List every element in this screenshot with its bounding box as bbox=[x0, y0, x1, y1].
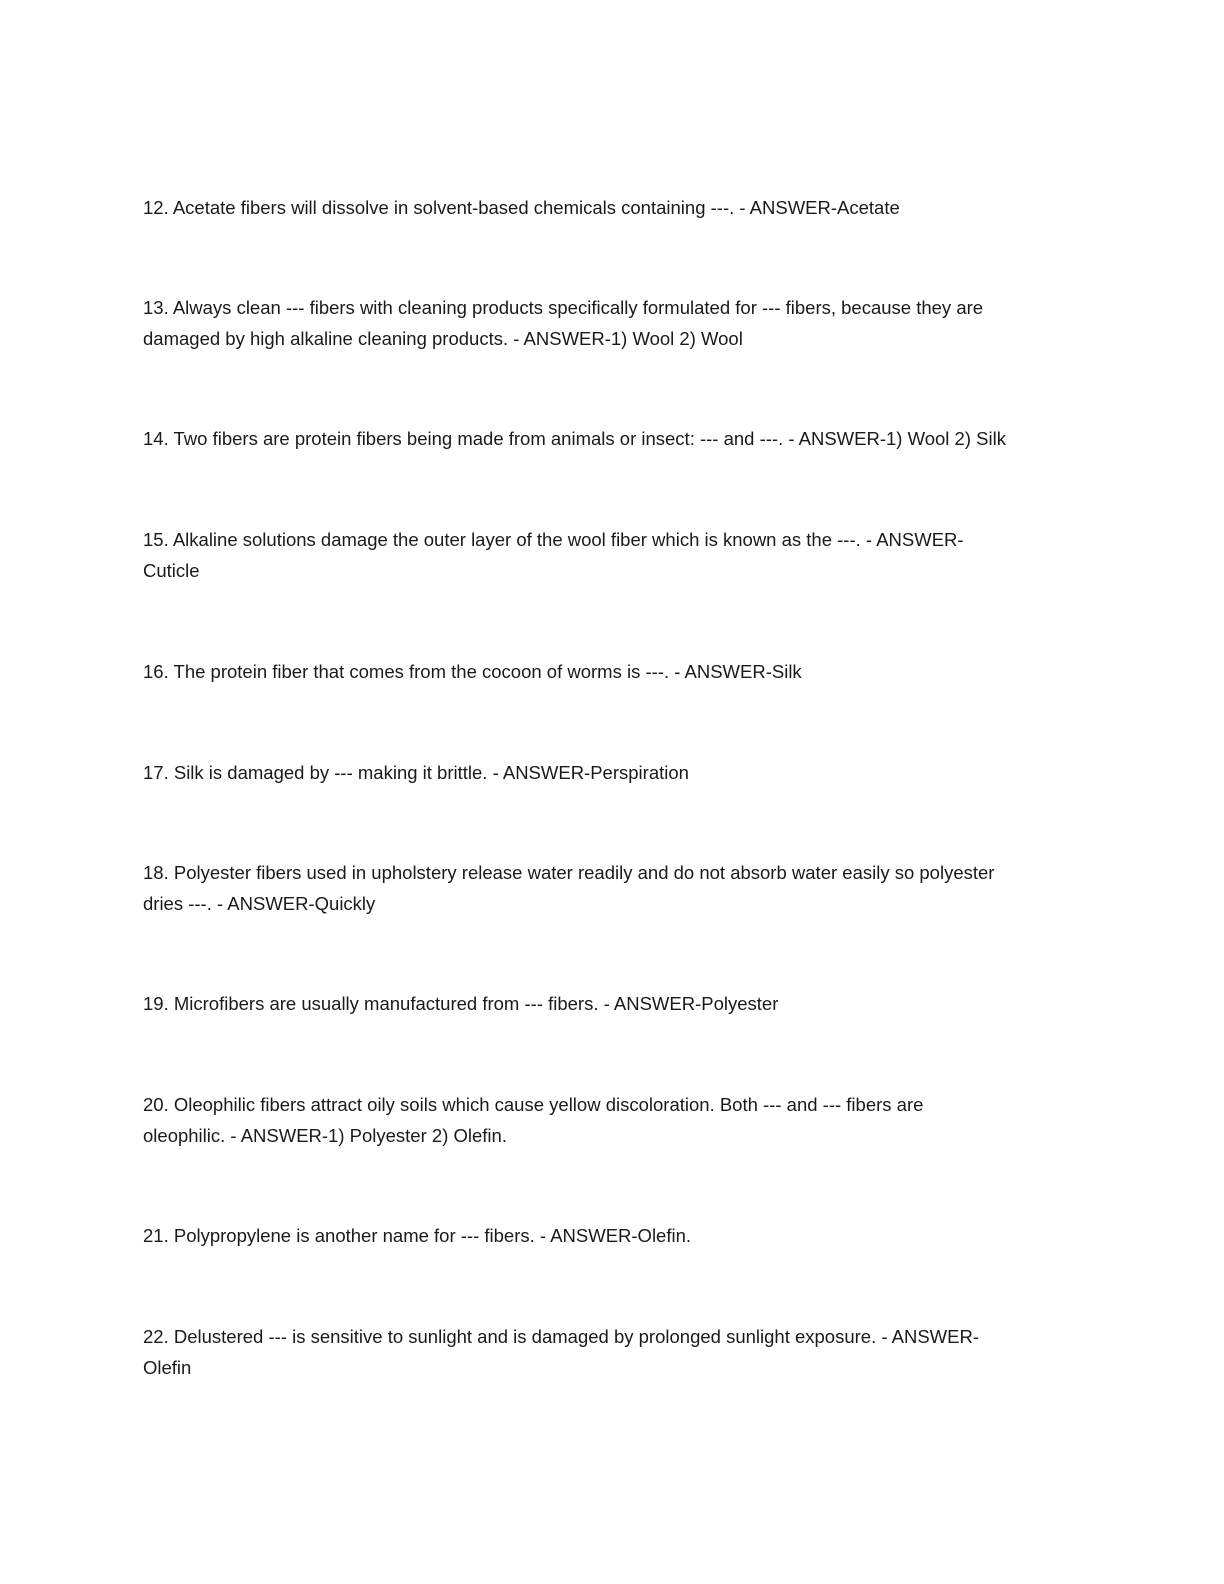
question-21-line-1: 21. Polypropylene is another name for --- fibers. - ANSWER-Olefin. bbox=[143, 1225, 692, 1246]
question-16-line-1: 16. The protein fiber that comes from the cocoon of worms is ---. - ANSWER-Silk bbox=[143, 661, 802, 682]
question-22-line-2: Olefin bbox=[143, 1357, 192, 1378]
question-15-line-1: 15. Alkaline solutions damage the outer layer of the wool fiber which is known as the ---. - ANSWER- bbox=[143, 529, 964, 550]
question-17-line-1: 17. Silk is damaged by --- making it brittle. - ANSWER-Perspiration bbox=[143, 762, 689, 783]
question-20 bbox=[143, 1089, 1083, 1151]
question-18 bbox=[143, 857, 1083, 919]
question-12-line-1: 12. Acetate fibers will dissolve in solvent-based chemicals containing ---. - ANSWER-Acetate bbox=[143, 197, 900, 218]
question-18-line-1: 18. Polyester fibers used in upholstery release water readily and do not absorb water easily so polyester bbox=[143, 862, 995, 883]
question-21 bbox=[143, 1220, 1083, 1251]
question-12 bbox=[143, 192, 1083, 223]
question-22-line-1: 22. Delustered --- is sensitive to sunlight and is damaged by prolonged sunlight exposure. - ANSWER- bbox=[143, 1326, 980, 1347]
question-20-line-1: 20. Oleophilic fibers attract oily soils which cause yellow discoloration. Both --- and --- fibers are bbox=[143, 1094, 924, 1115]
question-20-line-2: oleophilic. - ANSWER-1) Polyester 2) Olefin. bbox=[143, 1125, 507, 1146]
question-15-line-2: Cuticle bbox=[143, 560, 200, 581]
question-15 bbox=[143, 524, 1083, 586]
question-16 bbox=[143, 656, 1083, 687]
question-13 bbox=[143, 292, 1083, 354]
question-18-line-2: dries ---. - ANSWER-Quickly bbox=[143, 893, 376, 914]
question-13-line-2: damaged by high alkaline cleaning products. - ANSWER-1) Wool 2) Wool bbox=[143, 328, 743, 349]
question-17 bbox=[143, 757, 1083, 788]
question-14 bbox=[143, 423, 1083, 454]
question-19-line-1: 19. Microfibers are usually manufactured from --- fibers. - ANSWER-Polyester bbox=[143, 993, 779, 1014]
question-13-line-1: 13. Always clean --- fibers with cleaning products specifically formulated for --- fibers, because they are bbox=[143, 297, 984, 318]
question-14-line-1: 14. Two fibers are protein fibers being made from animals or insect: --- and ---. - ANSWER-1) Wool 2) Silk bbox=[143, 428, 1006, 449]
question-19 bbox=[143, 988, 1083, 1019]
question-22 bbox=[143, 1321, 1083, 1383]
